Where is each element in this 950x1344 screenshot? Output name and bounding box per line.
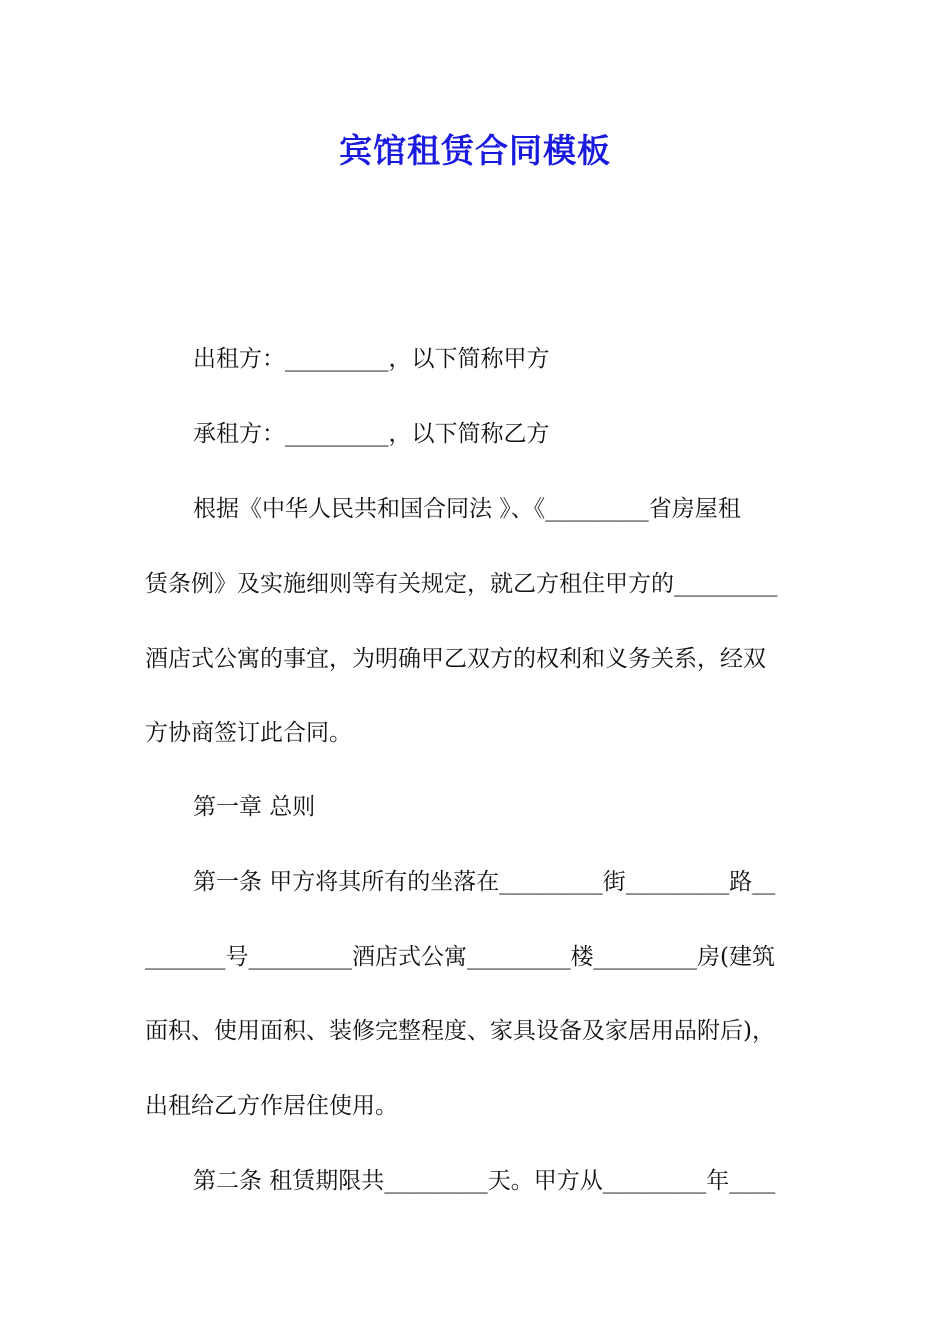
lessee-line: 承租方：_________，以下简称乙方	[193, 421, 550, 447]
preamble-line-2: 赁条例》及实施细则等有关规定，就乙方租住甲方的_________	[145, 571, 778, 597]
lessor-line: 出租方：_________，以下简称甲方	[193, 346, 550, 372]
article-1-line-2: _______号_________酒店式公寓_________楼_________房(建筑	[145, 944, 775, 970]
chapter-heading: 第一章 总则	[193, 794, 316, 820]
article-1-line-4: 出租给乙方作居住使用。	[145, 1093, 398, 1119]
article-1-line-1: 第一条 甲方将其所有的坐落在_________街_________路__	[193, 869, 776, 895]
document-title: 宾馆租赁合同模板	[339, 131, 611, 170]
preamble-line-4: 方协商签订此合同。	[145, 720, 352, 746]
article-2-line-1: 第二条 租赁期限共_________天。甲方从_________年____	[193, 1168, 776, 1194]
preamble-line-3: 酒店式公寓的事宜，为明确甲乙双方的权利和义务关系，经双	[145, 646, 766, 672]
article-1-line-3: 面积、使用面积、装修完整程度、家具设备及家居用品附后)，	[145, 1018, 775, 1044]
preamble-line-1: 根据《中华人民共和国合同法 》、《_________省房屋租	[193, 496, 741, 522]
